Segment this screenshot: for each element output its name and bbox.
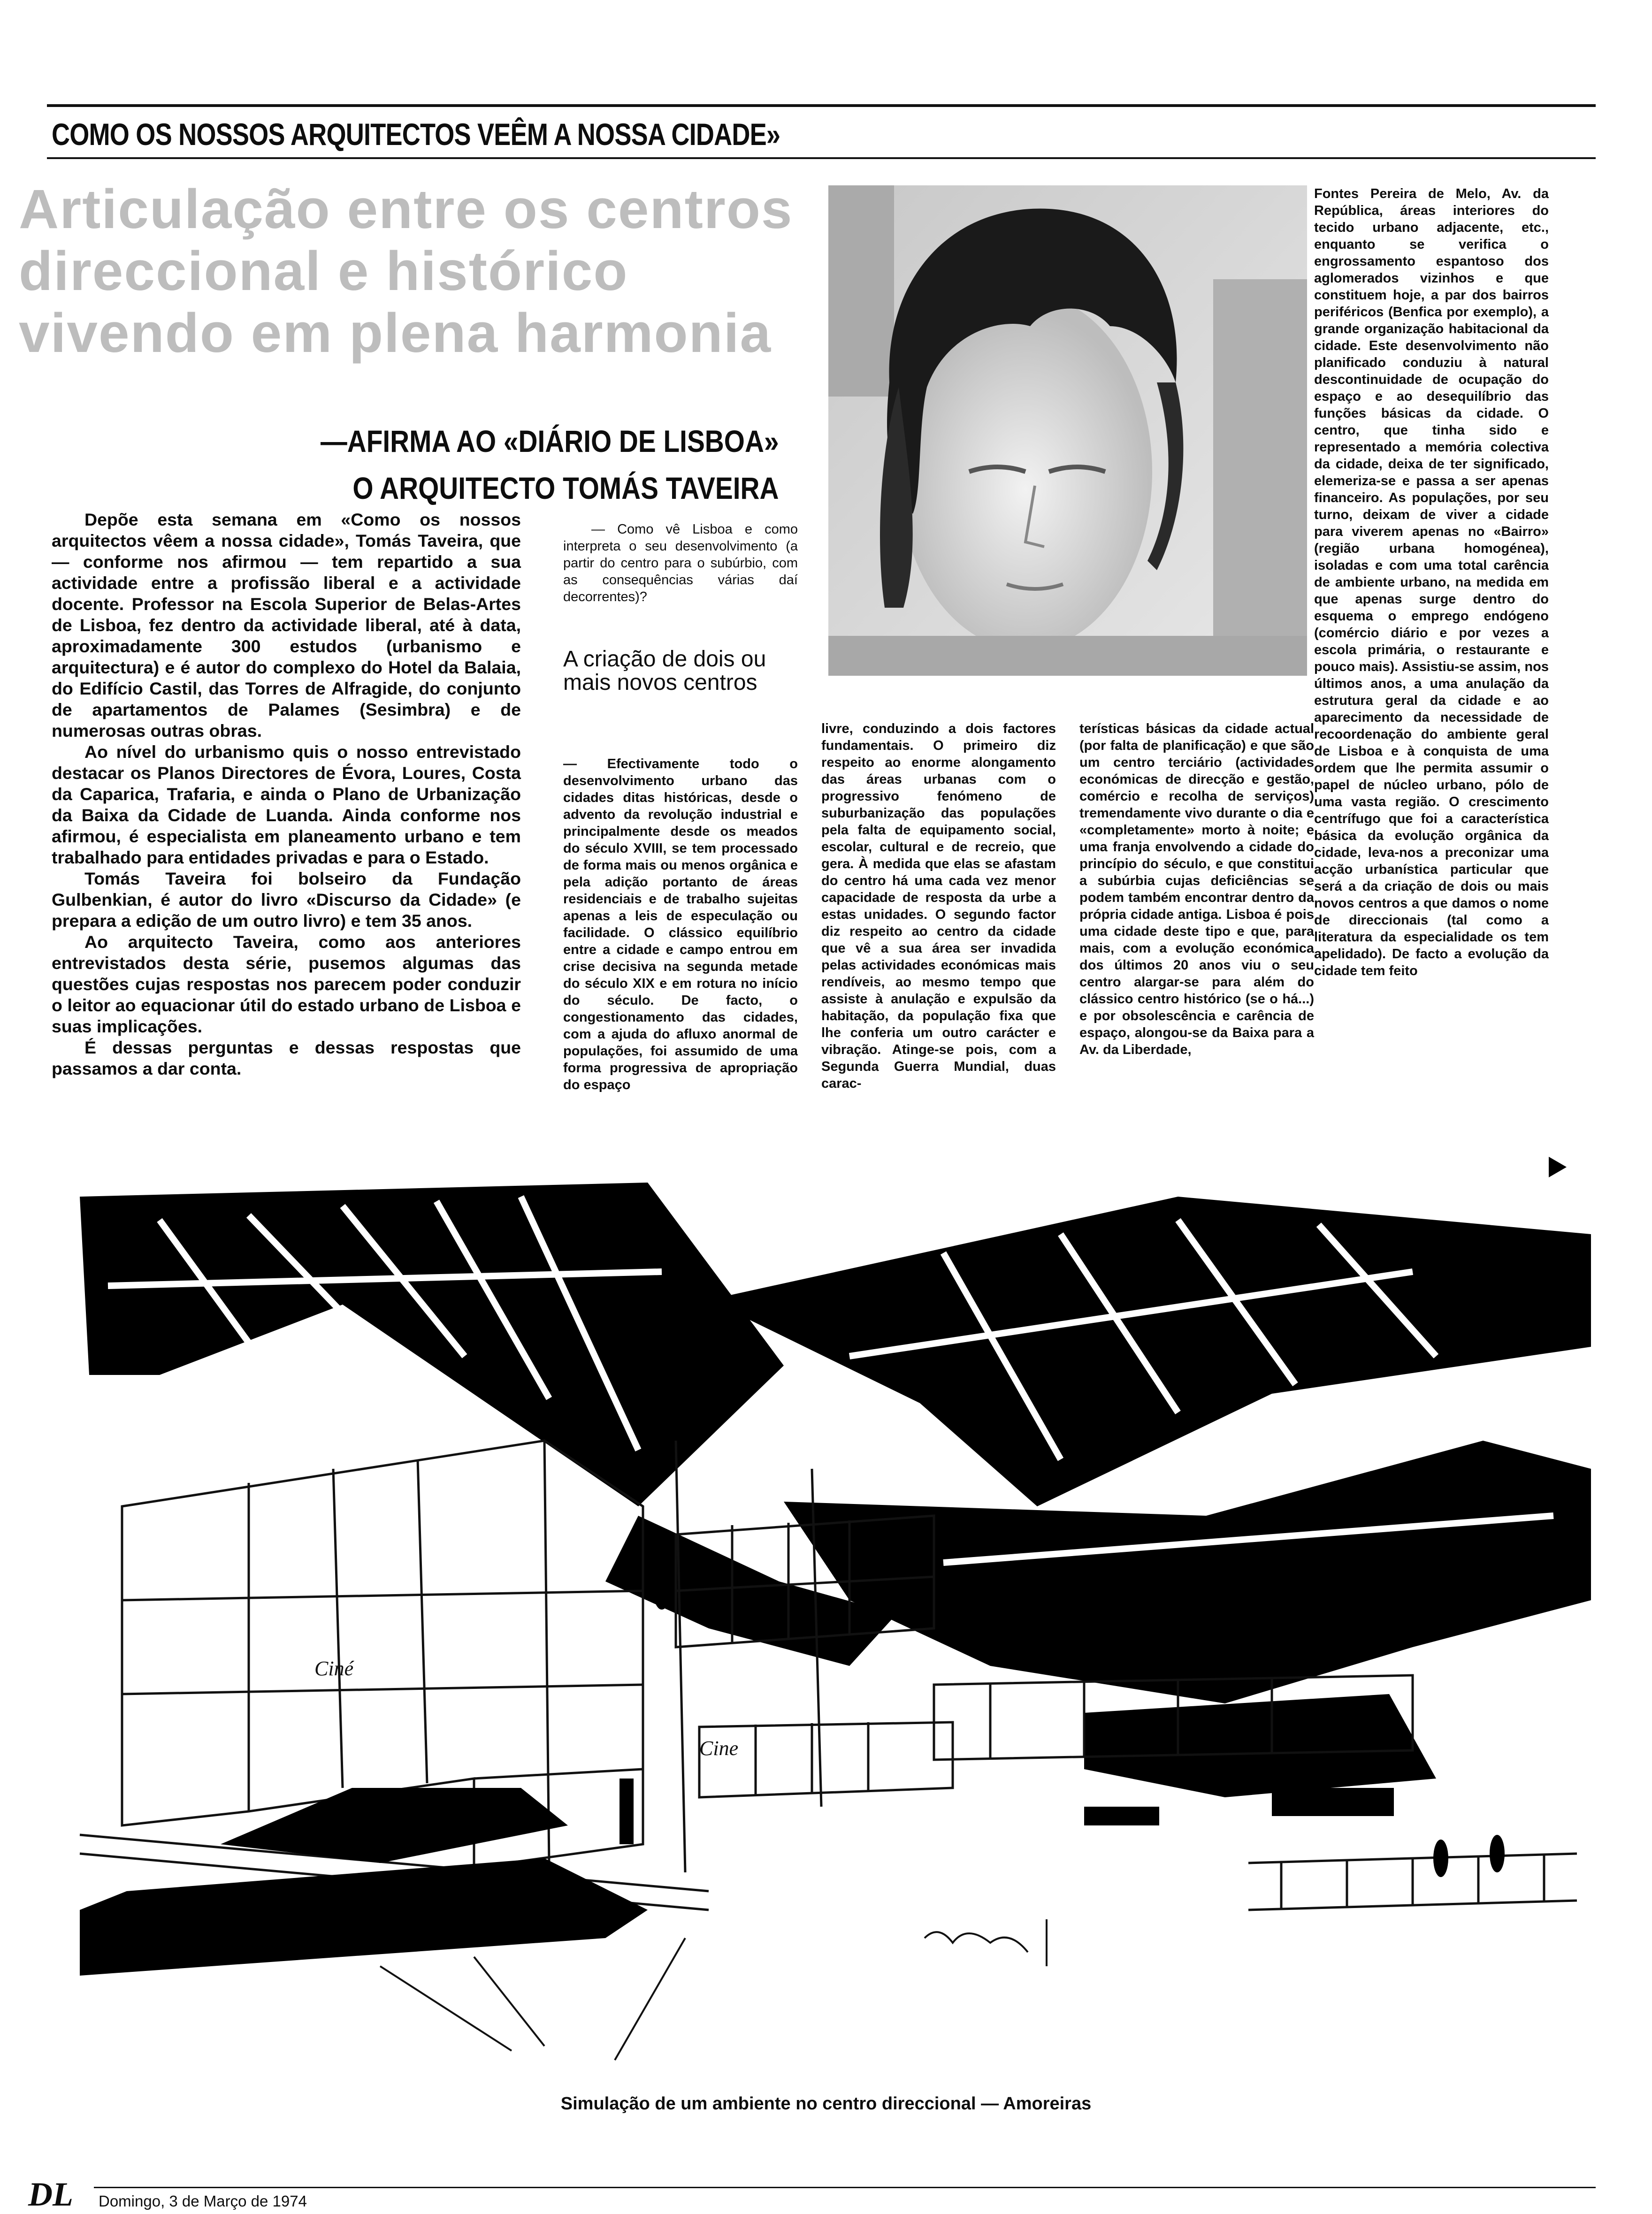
article-text-3: livre, conduzindo a dois factores fundamentais. O primeiro diz respeito ao enorme alongamento das áreas urbanas com o progressivo fenómeno de suburbanização das populações pela falta de equipamento social, escolar, cultural e de recreio, que gera. À medida que elas se afastam do centro há uma cada vez menor capacidade de resposta da urbe a estas unidades. O segundo factor diz respeito ao centro da cidade que vê a sua área ser invadida pelas actividades económicas mais rendíveis, ao mesmo tempo que assiste à anulação e expulsão da habitação, da população fixa que lhe conferia um outro carácter e vibração. Atinge-se pois, com a Segunda Guerra Mundial, duas carac- xyxy=(821,721,1056,1091)
top-rule xyxy=(47,104,1596,107)
title-underline xyxy=(47,157,1596,159)
intro-column xyxy=(52,509,521,1079)
subheadline-line-1: —AFIRMA AO «DIÁRIO DE LISBOA» xyxy=(321,424,779,458)
article-text-4: terísticas básicas da cidade actual (por falta de planificação) e que são um centro terciário (actividades económicas de direcção e gestão, comércio e recolha de serviços) tremendamente vivo durante o dia e «completamente» morto à noite; e uma franja envolvendo a cidade do princípio do século, e que constitui a subúrbia cujas deficiências se podem também encontrar dentro da própria cidade antiga. Lisboa é pois uma cidade deste tipo e que, para mais, com a evolução económica dos últimos 20 anos viu o seu centro alargar-se para além do clássico centro histórico (se o há...) e por obsolescência e carência de espaço, alongou-se da Baixa para a Av. da Liberdade, xyxy=(1079,721,1314,1057)
headline-line-2: direccional e histórico xyxy=(19,240,628,302)
article-column-2 xyxy=(563,756,798,1093)
footer-rule xyxy=(94,2187,1596,2188)
article-text-5: Fontes Pereira de Melo, Av. da República, áreas interiores do tecido urbano adjacente, etc., enquanto se verifica o engrossamento espantoso dos aglomerados vizinhos e que constituem hoje, a par dos bairros periféricos (Benfica por exemplo), a grande organização habitacional da cidade. Este desenvolvimento não planificado conduziu à natural descontinuidade de ocupação do espaço e ao desequilíbrio das funções básicas da cidade. O centro, que tinha sido e representado a memória colectiva da cidade, deixa de ter significado, elemeriza-se e passa a ser apenas financeiro. As populações, por seu turno, deixam de viver a cidade para viverem apenas no «Bairro» (região urbana homogénea), isoladas e com uma total carência de ambiente urbano, na medida em que apenas surge dentro do esquema o emprego endógeno (comércio diário e por vezes a escola primária, o restaurante e pouco mais). Assistiu-se assim, nos últimos anos, a uma anulação da estrutura geral da cidade e ao aparecimento da necessidade de recoordenação do ambiente geral de Lisboa e à conquista de uma ordem que lhe permita assumir o papel de núcleo urbano, pólo de uma vasta região. O crescimento centrífugo que foi a característica básica da evolução orgânica da cidade, leva-nos a preconizar uma acção urbanística particular que será a da criação de dois ou mais novos centros a que damos o nome de direccionais (tal como a literatura da especialidade os tem apelidado). De facto a evolução da cidade tem feito xyxy=(1314,186,1549,978)
intro-paragraph-1: Depõe esta semana em «Como os nossos arquitectos vêem a nossa cidade», Tomás Taveira, que — conforme nos afirmou — tem repartido a sua actividade entre a profissão liberal e a actividade docente. Professor na Escola Superior de Belas-Artes de Lisboa, fez dentro da actividade liberal, até à data, aproximadamente 300 estudos (urbanismo e arquitectura) e é autor do complexo do Hotel da Balaia, do Edifício Castil, das Torres de Alfragide, do conjunto de apartamentos de Palames (Sesimbra) e de numerosas outras obras. xyxy=(52,510,521,741)
continue-arrow-icon xyxy=(1549,1157,1567,1177)
article-text-2: — Efectivamente todo o desenvolvimento urbano das cidades ditas históricas, desde o advento da revolução industrial e principalmente desde os meados do século XVIII, se tem processado de forma mais ou menos orgânica e pela adição portanto de áreas residenciais e de trabalho sujeitas apenas a leis de especulação ou facilidade. O clássico equilíbrio entre a cidade e campo entrou em crise decisiva na segunda metade do século XIX e em rotura no início do século. De facto, o congestionamento das cidades, com a ajuda do afluxo anormal de populações, foi assumido de uma forma progressiva de apropriação do espaço xyxy=(563,756,798,1092)
article-column-4 xyxy=(1079,720,1314,1058)
headline-line-1: Articulação entre os centros xyxy=(19,178,793,240)
article-column-3 xyxy=(821,720,1056,1092)
sign-center: Cine xyxy=(699,1737,739,1760)
architectural-drawing xyxy=(52,1178,1596,2074)
section-subhead: A criação de dois ou mais novos centros xyxy=(563,647,766,695)
sign-upper: Ciné xyxy=(314,1657,354,1680)
headline-line-3: vivendo em plena harmonia xyxy=(19,302,772,364)
interview-question: — Como vê Lisboa e como interpreta o seu desenvolvimento (a partir do centro para o subúrbio, com as consequências várias daí decorrentes)? xyxy=(563,522,798,604)
newspaper-logo: DL xyxy=(28,2176,73,2213)
intro-paragraph-3: Tomás Taveira foi bolseiro da Fundação Gulbenkian, é autor do livro «Discurso da Cidade» (e prepara a edição de um outro livro) e tem 35 anos. xyxy=(52,869,521,931)
question-column xyxy=(563,521,798,713)
intro-paragraph-4: Ao arquitecto Taveira, como aos anteriores entrevistados desta série, pusemos algumas das questões cujas respostas nos parecem poder conduzir o leitor ao equacionar útil do estado urbano de Lisboa e suas implicações. xyxy=(52,932,521,1036)
portrait-photo xyxy=(828,185,1307,676)
subheadline-line-2: O ARQUITECTO TOMÁS TAVEIRA xyxy=(352,471,779,505)
article-column-5 xyxy=(1314,185,1549,979)
intro-paragraph-5: É dessas perguntas e dessas respostas que passamos a dar conta. xyxy=(52,1038,521,1078)
subheadline xyxy=(321,418,779,512)
intro-paragraph-2: Ao nível do urbanismo quis o nosso entrevistado destacar os Planos Directores de Évora, Loures, Costa da Caparica, Trafaria, e ainda o Plano de Urbanização da Baixa da Cidade de Luanda. Ainda conforme nos afirmou, é especialista em planeamento urbano e tem trabalhado para entidades privadas e para o Estado. xyxy=(52,742,521,867)
drawing-caption: Simulação de um ambiente no centro direccional — Amoreiras xyxy=(560,2094,1092,2114)
footer-date: Domingo, 3 de Março de 1974 xyxy=(99,2192,307,2210)
headline xyxy=(19,178,793,364)
section-title: COMO OS NOSSOS ARQUITECTOS VEÊM A NOSSA CIDADE» xyxy=(52,117,780,152)
